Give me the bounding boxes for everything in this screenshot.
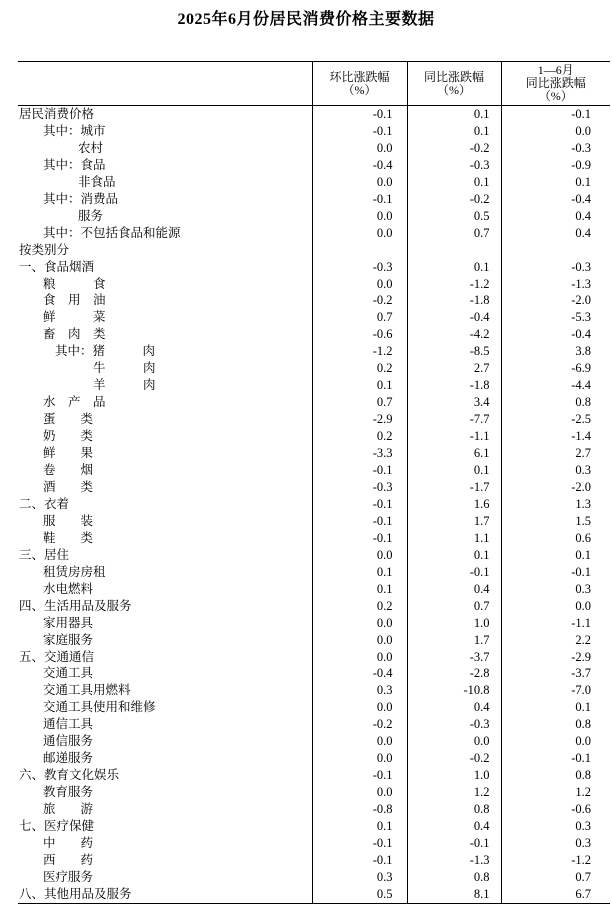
row-value-ytd: 0.4 (501, 225, 610, 242)
row-value-mom: 0.7 (312, 394, 407, 411)
row-value-ytd: 0.8 (501, 394, 610, 411)
row-value-ytd: 0.7 (501, 869, 610, 886)
row-label-cell (18, 869, 312, 886)
table-row (18, 835, 610, 852)
row-value-mom: 0.0 (312, 733, 407, 750)
row-label: 西 药 (43, 852, 94, 867)
row-value-yoy: 0.5 (407, 208, 501, 225)
table-row (18, 225, 610, 242)
row-value-ytd: 1.2 (501, 784, 610, 801)
row-label-cell (18, 394, 312, 411)
row-value-mom: 0.2 (312, 598, 407, 615)
row-value-mom: 0.3 (312, 682, 407, 699)
row-label: 水 产 品 (43, 395, 106, 410)
row-value-yoy: -1.8 (407, 377, 501, 394)
row-value-mom: -0.2 (312, 292, 407, 309)
table-row (18, 581, 610, 598)
row-value-yoy: -10.8 (407, 682, 501, 699)
row-value-yoy: 0.1 (407, 106, 501, 123)
row-value-yoy: -0.2 (407, 750, 501, 767)
row-value-yoy: 0.1 (407, 547, 501, 564)
row-value-yoy (407, 242, 501, 259)
row-label: 蛋 类 (43, 412, 94, 427)
column-header-category (18, 62, 312, 106)
row-label: 羊 肉 (93, 378, 156, 393)
row-label-cell (18, 818, 312, 835)
row-label: 酒 类 (43, 479, 94, 494)
table-row (18, 564, 610, 581)
row-value-yoy: 0.1 (407, 462, 501, 479)
row-value-yoy: -2.8 (407, 665, 501, 682)
table-row (18, 598, 610, 615)
table-row (18, 276, 610, 293)
table-row (18, 750, 610, 767)
row-label-cell (18, 632, 312, 649)
table-row (18, 886, 610, 903)
row-label: 旅 游 (43, 802, 94, 817)
table-row (18, 716, 610, 733)
row-label: 其中：食品 (43, 157, 106, 172)
row-value-ytd: 0.3 (501, 818, 610, 835)
table-row (18, 462, 610, 479)
table-row (18, 360, 610, 377)
row-value-mom: -0.4 (312, 665, 407, 682)
row-value-yoy: 8.1 (407, 886, 501, 903)
row-value-mom: 0.1 (312, 581, 407, 598)
column-header-ytd-line1: 1—6月 (537, 63, 574, 77)
row-label-cell (18, 157, 312, 174)
row-value-mom: -0.1 (312, 191, 407, 208)
row-label: 二、衣着 (19, 496, 70, 511)
row-label: 通信工具 (43, 717, 94, 732)
row-value-ytd: 0.0 (501, 598, 610, 615)
row-value-yoy: 0.7 (407, 225, 501, 242)
row-value-ytd: -0.4 (501, 326, 610, 343)
row-value-yoy: 0.1 (407, 259, 501, 276)
row-value-mom: 0.1 (312, 377, 407, 394)
row-label: 一、食品烟酒 (19, 259, 95, 274)
table-row (18, 259, 610, 276)
row-value-mom: -0.1 (312, 513, 407, 530)
row-value-mom: -1.2 (312, 343, 407, 360)
row-value-yoy: -8.5 (407, 343, 501, 360)
row-label: 其中：消费品 (43, 191, 119, 206)
row-label-cell (18, 140, 312, 157)
row-label-cell (18, 649, 312, 666)
row-value-yoy: -0.1 (407, 835, 501, 852)
header-row (18, 62, 610, 106)
row-value-yoy: 0.1 (407, 174, 501, 191)
table-row (18, 377, 610, 394)
row-value-mom: 0.0 (312, 208, 407, 225)
row-label: 邮递服务 (43, 751, 94, 766)
row-label: 其中：猪 肉 (55, 344, 156, 359)
table-row (18, 801, 610, 818)
row-label-cell (18, 615, 312, 632)
row-value-yoy: 0.4 (407, 818, 501, 835)
row-value-yoy: -1.1 (407, 428, 501, 445)
table-row (18, 547, 610, 564)
row-label-cell (18, 547, 312, 564)
row-value-ytd: -5.3 (501, 309, 610, 326)
row-label-cell (18, 784, 312, 801)
row-label: 鞋 类 (43, 530, 94, 545)
row-label-cell (18, 886, 312, 903)
row-value-ytd: 3.8 (501, 343, 610, 360)
row-value-ytd: 0.3 (501, 581, 610, 598)
row-label: 教育服务 (43, 785, 94, 800)
row-value-mom: -0.3 (312, 259, 407, 276)
table-row (18, 326, 610, 343)
row-value-mom: 0.1 (312, 818, 407, 835)
row-label-cell (18, 750, 312, 767)
row-value-ytd: -0.1 (501, 564, 610, 581)
row-value-yoy: 0.0 (407, 733, 501, 750)
row-label-cell (18, 360, 312, 377)
row-label-cell (18, 496, 312, 513)
row-value-yoy: -1.2 (407, 276, 501, 293)
column-header-yoy-line1: 同比涨跌幅 (423, 69, 484, 84)
row-label: 交通工具 (43, 666, 94, 681)
table-row (18, 123, 610, 140)
column-header-yoy-line2: （%） (437, 82, 471, 97)
row-value-yoy: -0.3 (407, 157, 501, 174)
row-value-yoy: 0.4 (407, 581, 501, 598)
table-row (18, 208, 610, 225)
row-label-cell (18, 242, 312, 259)
table-row (18, 682, 610, 699)
table-row (18, 411, 610, 428)
row-value-ytd: -2.5 (501, 411, 610, 428)
row-label: 交通工具使用和维修 (43, 700, 156, 715)
row-value-ytd: 2.2 (501, 632, 610, 649)
row-value-mom: -0.6 (312, 326, 407, 343)
row-value-ytd: 0.0 (501, 123, 610, 140)
row-value-mom: 0.0 (312, 140, 407, 157)
row-value-mom: 0.0 (312, 632, 407, 649)
row-value-ytd: 0.6 (501, 530, 610, 547)
row-value-mom: 0.1 (312, 564, 407, 581)
row-label: 非食品 (78, 174, 116, 189)
row-value-yoy: 2.7 (407, 360, 501, 377)
row-value-mom: 0.0 (312, 225, 407, 242)
row-label: 八、其他用品及服务 (19, 886, 132, 901)
row-value-yoy: 1.0 (407, 767, 501, 784)
table-row (18, 869, 610, 886)
row-label: 鲜 菜 (43, 310, 106, 325)
row-label-cell (18, 716, 312, 733)
table-row (18, 106, 610, 123)
row-value-ytd: -0.1 (501, 750, 610, 767)
row-value-ytd: -3.7 (501, 665, 610, 682)
row-value-ytd: -4.4 (501, 377, 610, 394)
row-value-ytd: -0.9 (501, 157, 610, 174)
row-value-mom: -0.1 (312, 530, 407, 547)
row-value-mom: 0.7 (312, 309, 407, 326)
row-label: 服务 (78, 208, 104, 223)
row-label-cell (18, 309, 312, 326)
row-label-cell (18, 191, 312, 208)
row-label: 居民消费价格 (19, 107, 95, 121)
row-value-yoy: 1.2 (407, 784, 501, 801)
row-value-yoy: -1.3 (407, 852, 501, 869)
row-value-yoy: 1.7 (407, 513, 501, 530)
row-label-cell (18, 801, 312, 818)
row-value-mom: -0.1 (312, 106, 407, 123)
row-value-ytd: -1.1 (501, 615, 610, 632)
page-title: 2025年6月份居民消费价格主要数据 (177, 11, 435, 28)
row-label: 通信服务 (43, 734, 94, 749)
row-value-ytd: 0.1 (501, 174, 610, 191)
table-row (18, 699, 610, 716)
row-label: 六、教育文化娱乐 (19, 768, 120, 783)
row-value-ytd: 1.5 (501, 513, 610, 530)
table-row (18, 191, 610, 208)
row-label-cell (18, 377, 312, 394)
table-row (18, 343, 610, 360)
table-row (18, 445, 610, 462)
row-value-ytd: -2.9 (501, 649, 610, 666)
row-value-mom: -3.3 (312, 445, 407, 462)
table-row (18, 292, 610, 309)
table-row (18, 140, 610, 157)
row-value-mom: -0.4 (312, 157, 407, 174)
table-body (18, 106, 610, 904)
table-row (18, 818, 610, 835)
table-row (18, 428, 610, 445)
row-value-yoy: 1.6 (407, 496, 501, 513)
row-label-cell (18, 225, 312, 242)
table-row (18, 767, 610, 784)
row-value-ytd: -7.0 (501, 682, 610, 699)
row-value-mom: 0.5 (312, 886, 407, 903)
row-label-cell (18, 835, 312, 852)
row-value-mom (312, 242, 407, 259)
row-value-ytd: -6.9 (501, 360, 610, 377)
row-value-mom: -0.1 (312, 835, 407, 852)
row-label: 医疗服务 (43, 869, 94, 884)
row-label: 卷 烟 (43, 463, 94, 478)
row-label-cell (18, 598, 312, 615)
row-value-mom: 0.0 (312, 276, 407, 293)
row-label: 粮 食 (43, 276, 106, 291)
row-value-yoy: -0.2 (407, 191, 501, 208)
column-header-mom (312, 62, 407, 106)
row-value-ytd: -0.6 (501, 801, 610, 818)
row-value-mom: 0.0 (312, 615, 407, 632)
row-label-cell (18, 682, 312, 699)
row-value-yoy: -3.7 (407, 649, 501, 666)
row-label: 中 药 (43, 835, 94, 850)
row-value-yoy: 1.0 (407, 615, 501, 632)
row-label-cell (18, 326, 312, 343)
row-label-cell (18, 123, 312, 140)
row-value-ytd: 1.3 (501, 496, 610, 513)
row-label: 服 装 (43, 513, 94, 528)
row-label: 按类别分 (19, 242, 70, 257)
row-label-cell (18, 411, 312, 428)
table-row (18, 479, 610, 496)
row-value-mom: -0.3 (312, 479, 407, 496)
row-label: 三、居住 (19, 547, 70, 562)
table-row (18, 649, 610, 666)
row-label: 其中：不包括食品和能源 (43, 225, 181, 240)
cpi-table (18, 61, 610, 904)
row-value-ytd: 0.3 (501, 462, 610, 479)
table-row (18, 394, 610, 411)
table-row (18, 733, 610, 750)
table-row (18, 632, 610, 649)
row-value-yoy: 3.4 (407, 394, 501, 411)
cpi-table-wrap (18, 61, 610, 904)
table-header (18, 62, 610, 106)
row-value-yoy: -0.1 (407, 564, 501, 581)
row-value-ytd: -2.0 (501, 292, 610, 309)
row-label-cell (18, 106, 312, 123)
row-value-ytd: -0.3 (501, 140, 610, 157)
row-label: 交通工具用燃料 (43, 683, 131, 698)
row-value-yoy: -1.7 (407, 479, 501, 496)
row-label: 租赁房房租 (43, 564, 106, 579)
row-label-cell (18, 174, 312, 191)
table-row (18, 309, 610, 326)
row-label-cell (18, 445, 312, 462)
row-value-yoy: 6.1 (407, 445, 501, 462)
row-value-mom: -2.9 (312, 411, 407, 428)
row-value-mom: 0.0 (312, 174, 407, 191)
row-value-mom: -0.1 (312, 496, 407, 513)
row-value-yoy: 1.7 (407, 632, 501, 649)
row-value-ytd: -0.4 (501, 191, 610, 208)
row-label: 七、医疗保健 (19, 819, 95, 834)
row-label: 家用器具 (43, 615, 94, 630)
row-value-yoy: -0.2 (407, 140, 501, 157)
row-label-cell (18, 699, 312, 716)
row-value-yoy: 0.8 (407, 801, 501, 818)
row-label: 农村 (78, 140, 104, 155)
row-label: 鲜 果 (43, 446, 94, 461)
table-row (18, 852, 610, 869)
row-value-yoy: -4.2 (407, 326, 501, 343)
row-value-ytd: -1.3 (501, 276, 610, 293)
table-row (18, 615, 610, 632)
row-value-ytd: -2.0 (501, 479, 610, 496)
table-row (18, 530, 610, 547)
table-row (18, 157, 610, 174)
row-value-ytd: 0.0 (501, 733, 610, 750)
row-label-cell (18, 343, 312, 360)
row-label-cell (18, 852, 312, 869)
row-label-cell (18, 581, 312, 598)
row-value-ytd (501, 242, 610, 259)
row-value-yoy: 1.1 (407, 530, 501, 547)
row-value-yoy: -0.3 (407, 716, 501, 733)
row-label-cell (18, 428, 312, 445)
row-value-ytd: -0.1 (501, 106, 610, 123)
row-label-cell (18, 292, 312, 309)
column-header-mom-line1: 环比涨跌幅 (329, 69, 390, 84)
row-label-cell (18, 665, 312, 682)
row-value-ytd: 0.4 (501, 208, 610, 225)
row-label: 奶 类 (43, 429, 94, 444)
row-label: 畜 肉 类 (43, 327, 106, 342)
row-value-ytd: 0.8 (501, 716, 610, 733)
row-label: 水电燃料 (43, 581, 94, 596)
table-row (18, 513, 610, 530)
column-header-ytd (501, 62, 610, 106)
row-value-mom: 0.2 (312, 360, 407, 377)
row-value-yoy: -7.7 (407, 411, 501, 428)
row-value-mom: -0.1 (312, 852, 407, 869)
table-row (18, 174, 610, 191)
row-label-cell (18, 564, 312, 581)
row-value-mom: -0.1 (312, 767, 407, 784)
row-label-cell (18, 479, 312, 496)
row-value-mom: 0.0 (312, 649, 407, 666)
row-label: 四、生活用品及服务 (19, 598, 132, 613)
row-value-mom: -0.2 (312, 716, 407, 733)
row-value-ytd: 2.7 (501, 445, 610, 462)
table-row (18, 665, 610, 682)
row-label: 食 用 油 (43, 293, 106, 308)
column-header-ytd-line2: 同比涨跌幅 (525, 76, 586, 90)
row-value-yoy: 0.8 (407, 869, 501, 886)
row-label-cell (18, 276, 312, 293)
row-label-cell (18, 259, 312, 276)
row-label-cell (18, 530, 312, 547)
row-value-yoy: -0.4 (407, 309, 501, 326)
row-label-cell (18, 733, 312, 750)
row-value-yoy: -1.8 (407, 292, 501, 309)
row-value-mom: 0.0 (312, 547, 407, 564)
row-label: 家庭服务 (43, 632, 94, 647)
row-value-mom: 0.3 (312, 869, 407, 886)
row-value-yoy: 0.7 (407, 598, 501, 615)
row-value-ytd: 0.1 (501, 547, 610, 564)
column-header-ytd-line3: （%） (538, 89, 573, 103)
row-value-ytd: 0.1 (501, 699, 610, 716)
row-label-cell (18, 767, 312, 784)
row-value-mom: -0.1 (312, 462, 407, 479)
row-value-ytd: -1.4 (501, 428, 610, 445)
row-value-ytd: -1.2 (501, 852, 610, 869)
row-label: 其中：城市 (43, 123, 106, 138)
row-value-ytd: -0.3 (501, 259, 610, 276)
row-label: 五、交通通信 (19, 649, 95, 664)
row-value-mom: 0.0 (312, 699, 407, 716)
row-value-ytd: 0.3 (501, 835, 610, 852)
row-label: 牛 肉 (93, 361, 156, 376)
row-label-cell (18, 208, 312, 225)
table-row (18, 242, 610, 259)
row-value-mom: 0.0 (312, 750, 407, 767)
column-header-yoy (407, 62, 501, 106)
row-value-yoy: 0.1 (407, 123, 501, 140)
table-row (18, 784, 610, 801)
row-value-ytd: 6.7 (501, 886, 610, 903)
row-value-mom: 0.0 (312, 784, 407, 801)
row-value-mom: -0.1 (312, 123, 407, 140)
row-label-cell (18, 513, 312, 530)
row-label-cell (18, 462, 312, 479)
row-value-ytd: 0.8 (501, 767, 610, 784)
column-header-mom-line2: （%） (342, 82, 377, 97)
row-value-mom: -0.8 (312, 801, 407, 818)
table-row (18, 496, 610, 513)
row-value-mom: 0.2 (312, 428, 407, 445)
row-value-yoy: 0.4 (407, 699, 501, 716)
